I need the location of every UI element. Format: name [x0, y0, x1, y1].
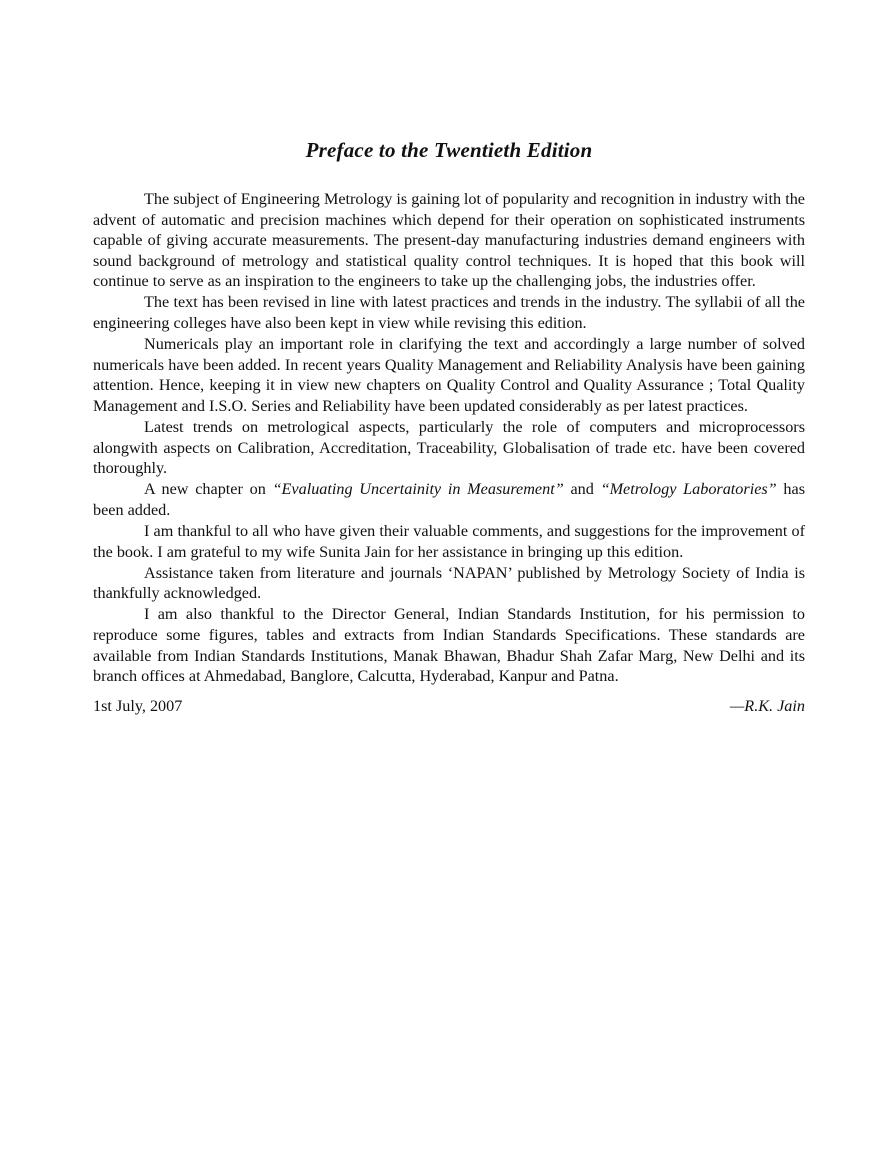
page-title: Preface to the Twentieth Edition — [305, 138, 593, 162]
footer — [93, 697, 805, 716]
paragraph-2: The text has been revised in line with latest practices and trends in the industry. The syllabii of all the engineering colleges have also been kept in view while revising this edition. — [93, 293, 805, 333]
paragraph-5-chapter-title-2: “Metrology Laboratories” — [600, 480, 777, 499]
paragraph-4: Latest trends on metrological aspects, particularly the role of computers and microprocessors alongwith aspects on Calibration, Accreditation, Traceability, Globalisation of trade etc. have been covered thoroughly. — [93, 418, 805, 478]
preface-page — [93, 138, 805, 716]
paragraph-5-mid: and — [563, 480, 601, 499]
paragraph-8: I am also thankful to the Director General, Indian Standards Institution, for his permission to reproduce some figures, tables and extracts from Indian Standards Specifications. These standards are available from Indian Standards Institutions, Manak Bhawan, Bhadur Shah Zafar Marg, New Delhi and its branch offices at Ahmedabad, Banglore, Calcutta, Hyderabad, Kanpur and Patna. — [93, 605, 805, 686]
paragraph-6: I am thankful to all who have given their valuable comments, and suggestions for the improvement of the book. I am grateful to my wife Sunita Jain for her assistance in bringing up this edition. — [93, 522, 805, 561]
paragraph-5-pre: A new chapter on — [144, 480, 273, 499]
paragraph-5-chapter-title-1: “Evaluating Uncertainity in Measurement” — [272, 480, 564, 499]
paragraph-5 — [93, 479, 805, 520]
paragraph-3: Numericals play an important role in clarifying the text and accordingly a large number of solved numericals have been added. In recent years Quality Management and Reliability Analysis have been gaining attention. Hence, keeping it in view new chapters on Quality Control and Quality Assurance ; Total Quality Management and I.S.O. Series and Reliability have been updated considerably as per latest practices. — [93, 335, 805, 415]
paragraph-7: Assistance taken from literature and journals ‘NAPAN’ published by Metrology Society of India is thankfully acknowledged. — [93, 563, 805, 603]
signature: —R.K. Jain — [729, 696, 805, 715]
paragraph-5-post: has been added. — [93, 480, 806, 519]
paragraph-1: The subject of Engineering Metrology is gaining lot of popularity and recognition in industry with the advent of automatic and precision machines which depend for their operation on sophisticated instruments capable of giving accurate measurements. The present-day manufacturing industries demand engineers with sound background of metrology and statistical quality control techniques. It is hoped that this book will continue to serve as an inspiration to the engineers to take up the challenging jobs, the industries offer. — [93, 190, 805, 291]
date: 1st July, 2007 — [93, 696, 183, 715]
